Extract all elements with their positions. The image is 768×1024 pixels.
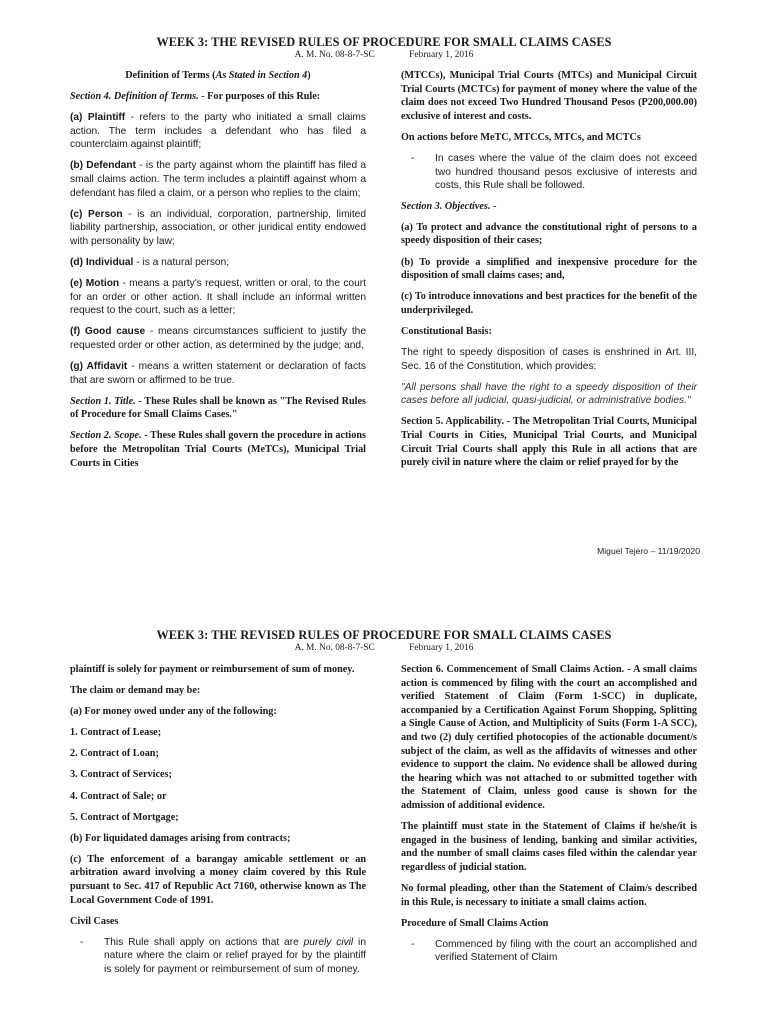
civil-cases-heading: Civil Cases (70, 915, 119, 927)
bullet-item: - In cases where the value of the claim does not exceed two hundred thousand pesos exclusive of interests and costs, this Rule shall be followed. (411, 152, 697, 192)
constitutional-basis-text: The right to speedy disposition of cases is enshrined in Art. III, Sec. 16 of the Constitution, which provides: (401, 347, 697, 372)
claim-heading: The claim or demand may be: (70, 685, 201, 697)
plaintiff-must-state: The plaintiff must state in the Statement of Claims if he/she/it is engaged in the business of lending, banking and similar activities, and the number of small claims cases filed within the calendar year regardless of judicial station. (401, 821, 697, 873)
am-number: A. M. No. 08-8-7-SC (294, 643, 375, 653)
page-subtitle (0, 643, 768, 653)
section-1: Section 1. Title. - These Rules shall be known as "The Revised Rules of Procedure for Small Claims Cases." (70, 395, 366, 421)
document-date: February 1, 2016 (409, 643, 474, 653)
definitions-heading: Definition of Terms (As Stated in Section 4) (125, 70, 311, 81)
no-formal-pleading: No formal pleading, other than the Statement of Claim/s described in this Rule, is necessary to initiate a small claims action. (401, 882, 697, 908)
claim-item-b: (b) For liquidated damages arising from contracts; (70, 832, 291, 844)
right-column (401, 69, 697, 477)
document-page-2 (0, 575, 768, 1024)
contract-item: 4. Contract of Sale; or (70, 790, 167, 802)
definition-plaintiff: (a) Plaintiff - refers to the party who initiated a small claims action. The term includes a defendant who has filed a counterclaim against plaintiff; (70, 112, 366, 151)
actions-heading: On actions before MeTC, MTCCs, MTCs, and MCTCs (401, 131, 641, 143)
section-2: Section 2. Scope. - These Rules shall govern the procedure in actions before the Metropolitan Trial Courts (MeTCs), Municipal Trial Courts in Cities (70, 430, 366, 469)
definition-good-cause: (f) Good cause - means circumstances sufficient to justify the requested order or other action, as determined by the judge; and, (70, 326, 366, 351)
section-5: Section 5. Applicability. - The Metropolitan Trial Courts, Municipal Trial Courts in Cities, Municipal Trial Courts, and Municipal Circuit Trial Courts shall apply this Rule in all actions that are purely civil in nature where the claim or relief prayed for by the (401, 416, 697, 469)
objective-b: (b) To provide a simplified and inexpensive procedure for the disposition of small claims cases; and, (401, 256, 697, 282)
page-footer: Miguel Tejero – 11/19/2020 (597, 546, 700, 556)
left-column (70, 663, 366, 984)
contract-item: 2. Contract of Loan; (70, 748, 159, 760)
page-title: WEEK 3: THE REVISED RULES OF PROCEDURE FOR SMALL CLAIMS CASES (156, 35, 612, 49)
definition-affidavit: (g) Affidavit - means a written statement or declaration of facts that are sworn or affirmed to be true. (70, 361, 366, 386)
definition-defendant: (b) Defendant - is the party against whom the plaintiff has filed a small claims action. The term includes a plaintiff against whom a defendant has filed a claim, or a person who replies to the claim; (70, 160, 366, 199)
definition-person: (c) Person - is an individual, corporation, partnership, limited liability partnership, association, or other juridical entity endowed with personality by law; (70, 208, 366, 247)
document-date: February 1, 2016 (409, 50, 474, 60)
civil-cases-bullet: - This Rule shall apply on actions that are purely civil in nature where the claim or relief prayed for by the plaintiff is solely for payment or reimbursement of sum of money. (80, 936, 366, 975)
definition-individual: (d) Individual - is a natural person; (70, 257, 230, 269)
page-title: WEEK 3: THE REVISED RULES OF PROCEDURE FOR SMALL CLAIMS CASES (156, 628, 612, 642)
section-4: Section 4. Definition of Terms. - For purposes of this Rule: (70, 91, 321, 103)
procedure-heading: Procedure of Small Claims Action (401, 917, 549, 929)
constitutional-basis-heading: Constitutional Basis: (401, 325, 492, 337)
claim-item-c: (c) The enforcement of a barangay amicable settlement or an arbitration award involving a money claim covered by this Rule pursuant to Sec. 417 of Republic Act 7160, otherwise known as The Local Government Code of 1991. (70, 853, 366, 906)
section-6: Section 6. Commencement of Small Claims Action. - A small claims action is commenced by filing with the court an accomplished and verified Statement of Claim (Form 1-SCC) in duplicate, accompanied by a Certification Against Forum Shopping, Splitting a Single Cause of Action, and Multiplicity of Suits (Form 1-A SCC), and two (2) duly certified photocopies of the actionable document/s subject of the claim, as well as the affidavits of witnesses and other evidence to support the claim. No evidence shall be allowed during the hearing which was not attached to or submitted together with the Statement of Claim, unless good cause is shown for the admission of additional evidence. (401, 664, 697, 811)
page-subtitle (0, 50, 768, 60)
constitutional-quote: "All persons shall have the right to a speedy disposition of their cases before all judicial, quasi-judicial, or administrative bodies." (401, 381, 697, 407)
objective-a: (a) To protect and advance the constitutional right of persons to a speedy disposition of their cases; (401, 221, 697, 247)
section-5-continued: plaintiff is solely for payment or reimbursement of sum of money. (70, 664, 355, 675)
left-column (70, 69, 366, 478)
procedure-bullet: - Commenced by filing with the court an accomplished and verified Statement of Claim (411, 938, 697, 964)
contract-item: 3. Contract of Services; (70, 769, 172, 781)
objective-c: (c) To introduce innovations and best practices for the benefit of the underprivileged. (401, 291, 697, 316)
am-number: A. M. No. 08-8-7-SC (294, 50, 375, 60)
contract-item: 5. Contract of Mortgage; (70, 811, 179, 823)
contract-item: 1. Contract of Lease; (70, 727, 162, 739)
claim-item-a: (a) For money owed under any of the following: (70, 706, 277, 718)
right-column (401, 663, 697, 972)
section-2-continued: (MTCCs), Municipal Trial Courts (MTCs) and Municipal Circuit Trial Courts (MCTCs) for payment of money where the value of the claim does not exceed Two Hundred Thousand Pesos (P200,000.00) exclusive of interest and costs. (401, 70, 697, 122)
section-3: Section 3. Objectives. - (401, 200, 497, 212)
definition-motion: (e) Motion - means a party's request, written or oral, to the court for an order or other action. It shall include an informal written request to the court, such as a letter; (70, 278, 366, 317)
